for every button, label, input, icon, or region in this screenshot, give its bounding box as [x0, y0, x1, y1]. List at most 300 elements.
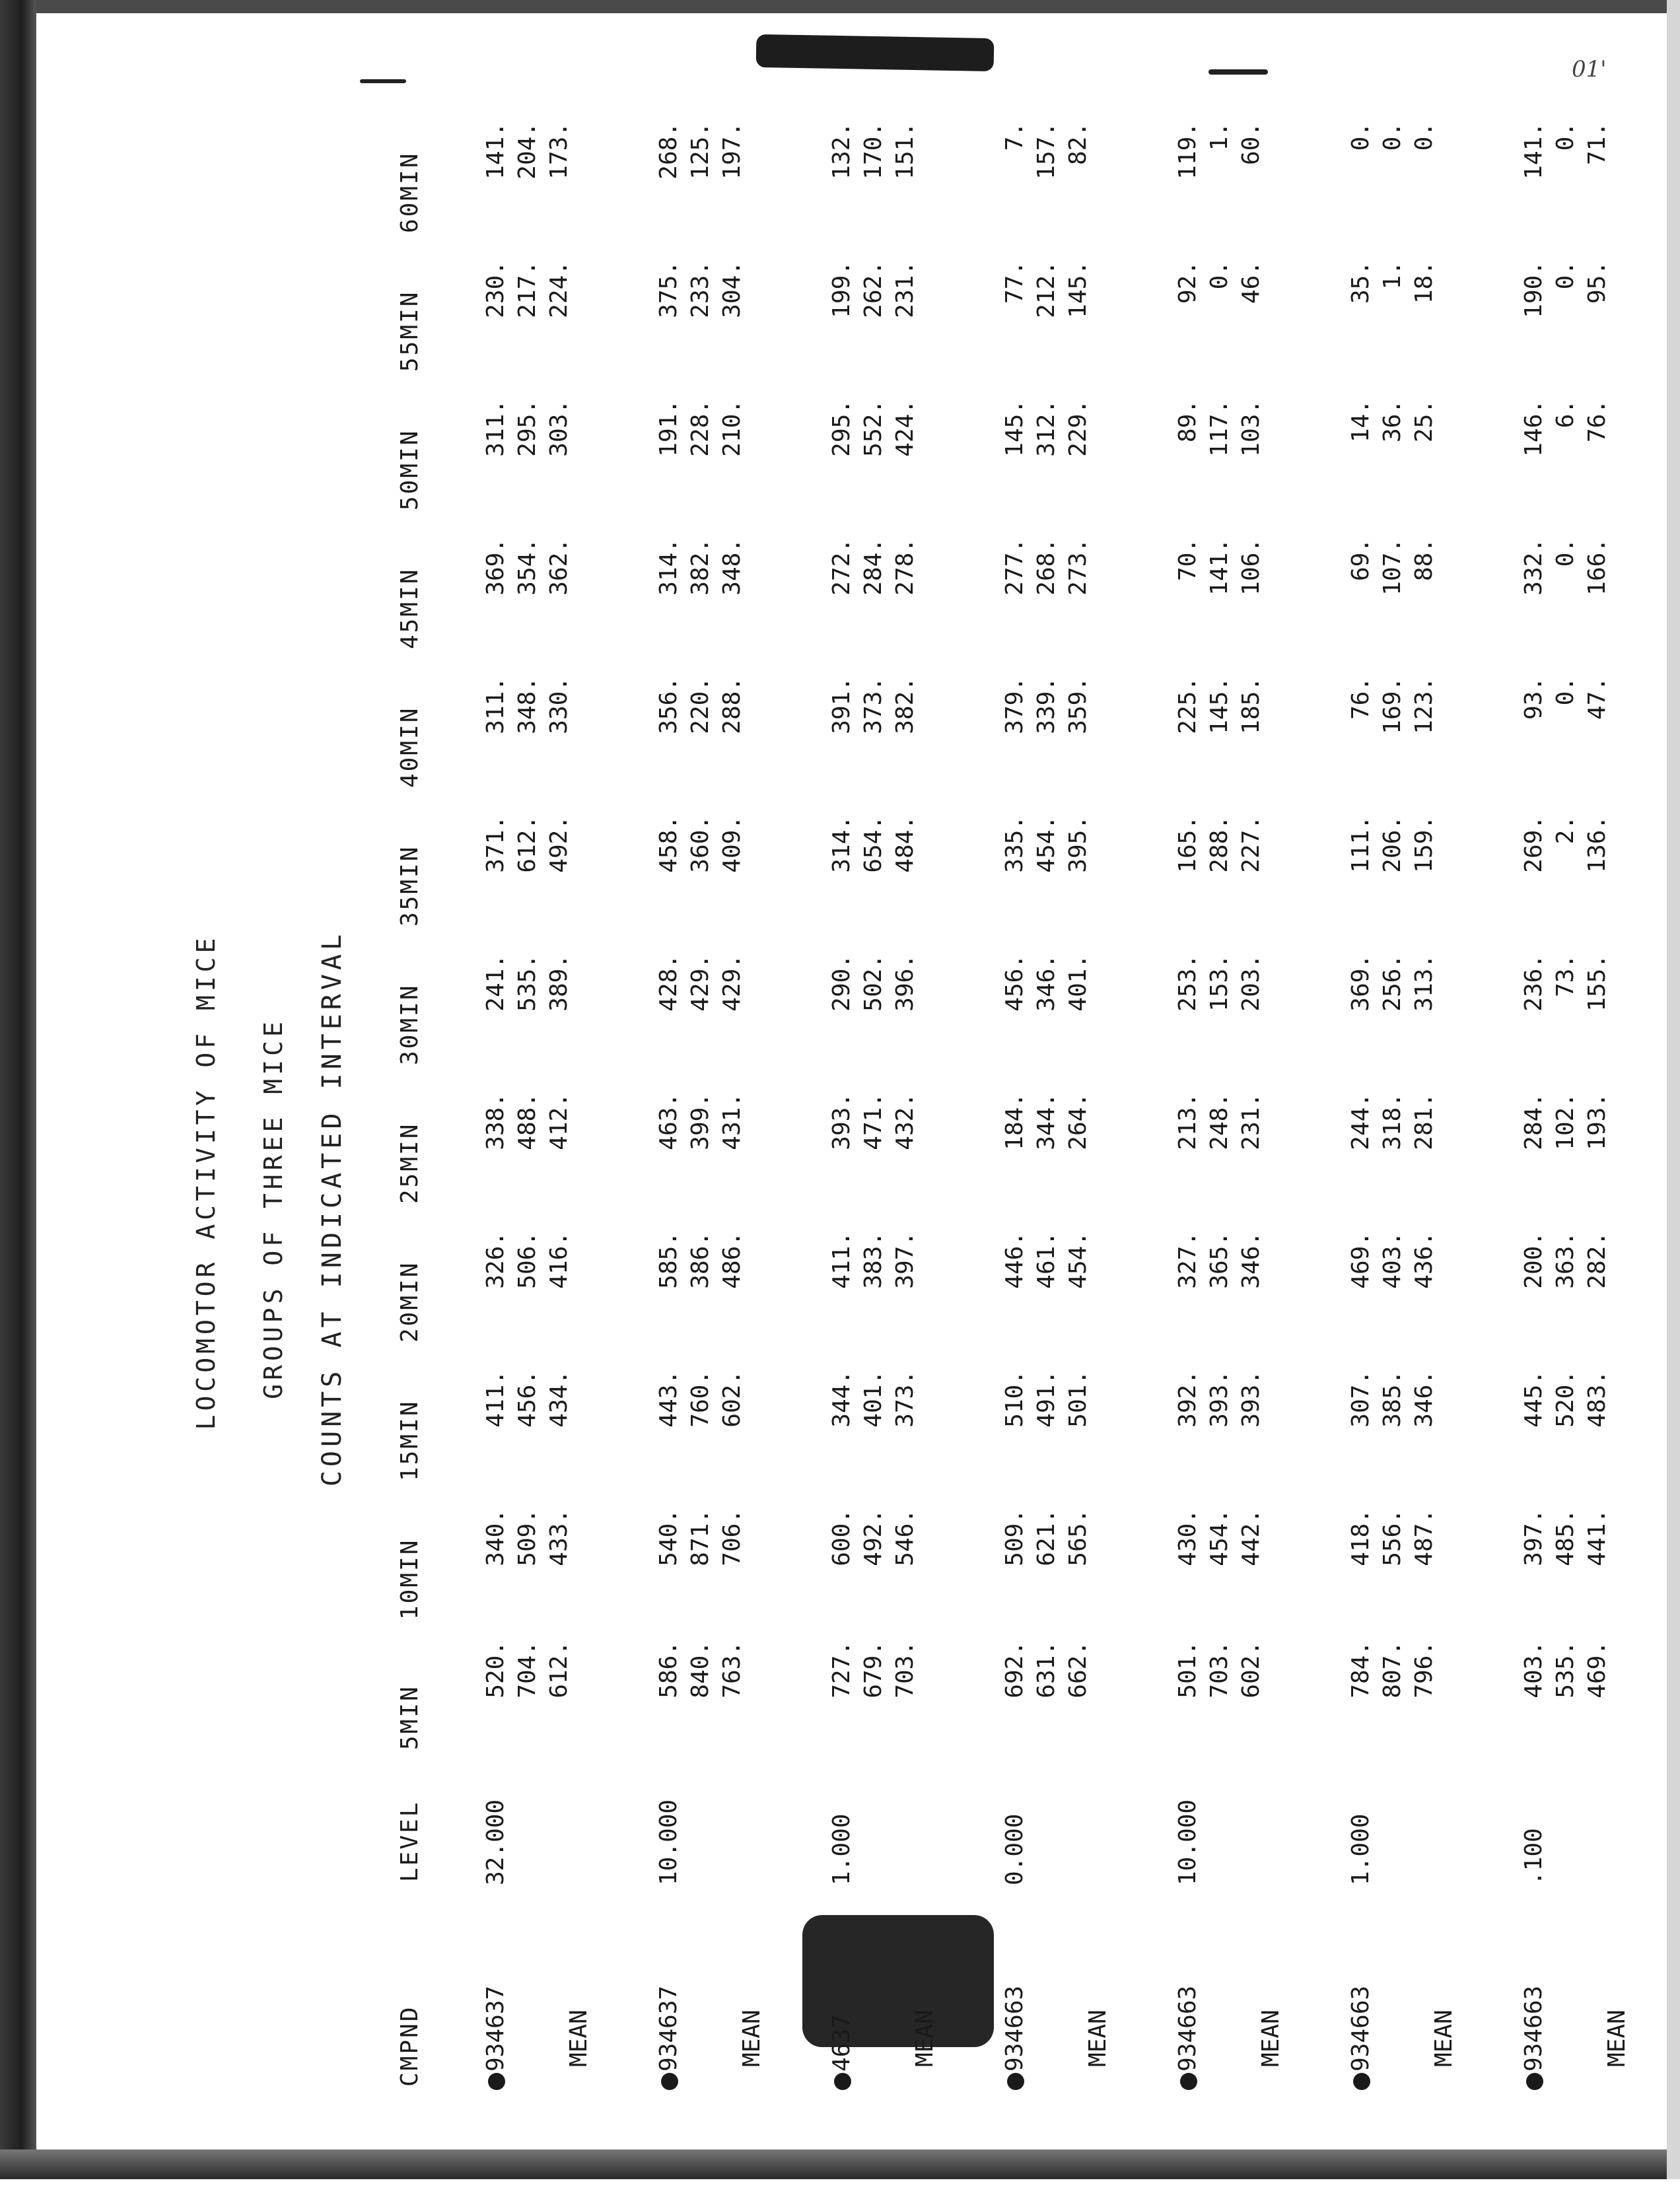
count-cell: 335.: [1001, 816, 1028, 873]
count-cell: 119.: [1174, 122, 1201, 180]
count-cell: 382.: [687, 538, 714, 596]
count-cell: 332.: [1520, 538, 1547, 596]
table-row: [514, 112, 545, 2093]
count-cell: 141.: [1520, 122, 1547, 180]
table-row: [482, 112, 514, 2093]
dose-level: 32.000: [482, 1799, 509, 1885]
count-cell: 540.: [655, 1509, 682, 1566]
compound-id-text: 934663: [1520, 1985, 1547, 2072]
table-row: [1347, 112, 1379, 2093]
count-cell: 442.: [1238, 1509, 1265, 1566]
mean-row: [1584, 112, 1615, 2093]
report-caption: COUNTS AT INDICATED INTERVAL: [317, 930, 347, 1487]
count-cell: 506.: [514, 1232, 541, 1289]
count-cell: 346.: [1411, 1370, 1438, 1428]
count-cell: 200.: [1520, 1232, 1547, 1289]
count-cell: 25.: [1411, 400, 1438, 443]
count-cell: 284.: [860, 538, 887, 596]
count-cell: 602.: [1238, 1641, 1265, 1698]
count-cell: 193.: [1584, 1093, 1611, 1150]
compound-id-text: 4637: [828, 2014, 855, 2072]
count-cell: 1.: [1379, 261, 1406, 290]
count-cell: 151.: [892, 122, 919, 180]
count-cell: 125.: [687, 122, 714, 180]
count-cell: 0.: [1552, 677, 1579, 706]
count-cell: 396.: [892, 954, 919, 1012]
mean-row: [1065, 112, 1096, 2093]
count-cell: 389.: [545, 954, 573, 1012]
count-cell: 76.: [1347, 677, 1374, 720]
count-cell: 436.: [1411, 1232, 1438, 1289]
count-cell: 602.: [718, 1370, 746, 1428]
table-row: [1520, 112, 1552, 2093]
count-cell: 340.: [482, 1509, 509, 1566]
count-cell: 290.: [828, 954, 855, 1012]
compound-id-text: 934663: [1347, 1985, 1374, 2072]
count-cell: 0.: [1411, 122, 1438, 151]
count-cell: 412.: [545, 1093, 573, 1150]
count-cell: 454.: [1065, 1232, 1092, 1289]
count-cell: 411.: [482, 1370, 509, 1428]
count-cell: 502.: [860, 954, 887, 1012]
count-cell: 441.: [1584, 1509, 1611, 1566]
table-row: [828, 112, 860, 2093]
count-cell: 304.: [718, 261, 746, 318]
compound-id-text: 934663: [1174, 1985, 1201, 2072]
count-cell: 36.: [1379, 400, 1406, 443]
mean-label: MEAN: [565, 2009, 592, 2067]
count-cell: 231.: [892, 261, 919, 318]
count-cell: 365.: [1206, 1232, 1233, 1289]
count-cell: 314.: [828, 816, 855, 873]
count-cell: 385.: [1379, 1370, 1406, 1428]
table-row: [1552, 112, 1584, 2093]
count-cell: 73.: [1552, 954, 1579, 998]
compound-id-text: 934663: [1001, 1985, 1028, 2072]
count-cell: 428.: [655, 954, 682, 1012]
column-header: 10MIN: [396, 1538, 423, 1620]
count-cell: 662.: [1065, 1641, 1092, 1698]
count-cell: 253.: [1174, 954, 1201, 1012]
count-cell: 145.: [1206, 677, 1233, 734]
dose-level: .100: [1520, 1828, 1547, 1885]
count-cell: 391.: [828, 677, 855, 734]
count-cell: 679.: [860, 1641, 887, 1698]
count-cell: 703.: [892, 1641, 919, 1698]
count-cell: 485.: [1552, 1509, 1579, 1566]
scan-top-edge: [0, 0, 1680, 13]
count-cell: 418.: [1347, 1509, 1374, 1566]
count-cell: 326.: [482, 1232, 509, 1289]
count-cell: 95.: [1584, 261, 1611, 304]
column-header: 20MIN: [396, 1261, 423, 1343]
table-row: [860, 112, 892, 2093]
count-cell: 288.: [718, 677, 746, 734]
count-cell: 77.: [1001, 261, 1028, 304]
mean-label: MEAN: [911, 2009, 938, 2067]
count-cell: 145.: [1001, 400, 1028, 457]
mean-row: [545, 112, 577, 2093]
table-row: [1033, 112, 1065, 2093]
count-cell: 369.: [482, 538, 509, 596]
count-cell: 47.: [1584, 677, 1611, 720]
count-cell: 0.: [1552, 122, 1579, 151]
count-cell: 379.: [1001, 677, 1028, 734]
column-header: 35MIN: [396, 845, 423, 926]
count-cell: 117.: [1206, 400, 1233, 457]
count-cell: 501.: [1174, 1641, 1201, 1698]
count-cell: 166.: [1584, 538, 1611, 596]
compound-group: [1001, 112, 1120, 2093]
count-cell: 212.: [1033, 261, 1060, 318]
count-cell: 393.: [1238, 1370, 1265, 1428]
count-cell: 395.: [1065, 816, 1092, 873]
count-cell: 230.: [482, 261, 509, 318]
count-cell: 348.: [718, 538, 746, 596]
count-cell: 14.: [1347, 400, 1374, 443]
count-cell: 363.: [1552, 1232, 1579, 1289]
count-cell: 456.: [1001, 954, 1028, 1012]
mean-label: MEAN: [1430, 2009, 1457, 2067]
count-cell: 612.: [514, 816, 541, 873]
count-cell: 203.: [1238, 954, 1265, 1012]
dose-level: 0.000: [1001, 1813, 1028, 1885]
mean-label: MEAN: [1257, 2009, 1284, 2067]
count-cell: 469.: [1347, 1232, 1374, 1289]
count-cell: 282.: [1584, 1232, 1611, 1289]
count-cell: 535.: [514, 954, 541, 1012]
count-cell: 492.: [545, 816, 573, 873]
count-cell: 458.: [655, 816, 682, 873]
count-cell: 284.: [1520, 1093, 1547, 1150]
count-cell: 433.: [545, 1509, 573, 1566]
count-cell: 103.: [1238, 400, 1265, 457]
count-cell: 454.: [1206, 1509, 1233, 1566]
count-cell: 416.: [545, 1232, 573, 1289]
table-row: [1001, 112, 1033, 2093]
count-cell: 397.: [1520, 1509, 1547, 1566]
count-cell: 520.: [1552, 1370, 1579, 1428]
count-cell: 210.: [718, 400, 746, 457]
count-cell: 796.: [1411, 1641, 1438, 1698]
count-cell: 456.: [514, 1370, 541, 1428]
count-cell: 362.: [545, 538, 573, 596]
count-cell: 727.: [828, 1641, 855, 1698]
count-cell: 141.: [482, 122, 509, 180]
count-cell: 277.: [1001, 538, 1028, 596]
count-cell: 520.: [482, 1641, 509, 1698]
column-header: 55MIN: [396, 290, 423, 372]
count-cell: 206.: [1379, 816, 1406, 873]
table-row: [687, 112, 718, 2093]
compound-group: [1520, 112, 1639, 2093]
dose-level: 1.000: [828, 1813, 855, 1885]
column-header: 40MIN: [396, 706, 423, 788]
count-cell: 840.: [687, 1641, 714, 1698]
count-cell: 132.: [828, 122, 855, 180]
count-cell: 185.: [1238, 677, 1265, 734]
rotated-report: [192, 112, 1671, 2093]
column-header: 50MIN: [396, 429, 423, 510]
count-cell: 354.: [514, 538, 541, 596]
count-cell: 92.: [1174, 261, 1201, 304]
count-cell: 256.: [1379, 954, 1406, 1012]
count-cell: 0.: [1206, 261, 1233, 290]
mean-label: MEAN: [738, 2009, 765, 2067]
count-cell: 76.: [1584, 400, 1611, 443]
count-cell: 69.: [1347, 538, 1374, 582]
count-cell: 272.: [828, 538, 855, 596]
count-cell: 369.: [1347, 954, 1374, 1012]
count-cell: 281.: [1411, 1093, 1438, 1150]
count-cell: 411.: [828, 1232, 855, 1289]
count-cell: 18.: [1411, 261, 1438, 304]
count-cell: 227.: [1238, 816, 1265, 873]
count-cell: 429.: [718, 954, 746, 1012]
count-cell: 231.: [1238, 1093, 1265, 1150]
count-cell: 248.: [1206, 1093, 1233, 1150]
count-cell: 344.: [1033, 1093, 1060, 1150]
table-row: [1206, 112, 1238, 2093]
count-cell: 71.: [1584, 122, 1611, 166]
count-cell: 430.: [1174, 1509, 1201, 1566]
count-cell: 621.: [1033, 1509, 1060, 1566]
mean-row: [892, 112, 923, 2093]
count-cell: 170.: [860, 122, 887, 180]
count-cell: 383.: [860, 1232, 887, 1289]
column-header: CMPND: [396, 2005, 423, 2087]
count-cell: 463.: [655, 1093, 682, 1150]
scan-left-edge: [0, 0, 36, 2179]
count-cell: 552.: [860, 400, 887, 457]
count-cell: 159.: [1411, 816, 1438, 873]
count-cell: 318.: [1379, 1093, 1406, 1150]
count-cell: 344.: [828, 1370, 855, 1428]
dose-level: 10.000: [1174, 1799, 1201, 1885]
count-cell: 327.: [1174, 1232, 1201, 1289]
report-subtitle: GROUPS OF THREE MICE: [259, 1018, 288, 1399]
count-cell: 432.: [892, 1093, 919, 1150]
count-cell: 224.: [545, 261, 573, 318]
count-cell: 269.: [1520, 816, 1547, 873]
count-cell: 165.: [1174, 816, 1201, 873]
count-cell: 556.: [1379, 1509, 1406, 1566]
count-cell: 264.: [1065, 1093, 1092, 1150]
count-cell: 510.: [1001, 1370, 1028, 1428]
count-cell: 486.: [718, 1232, 746, 1289]
count-cell: 401.: [1065, 954, 1092, 1012]
count-cell: 488.: [514, 1093, 541, 1150]
count-cell: 314.: [655, 538, 682, 596]
count-cell: 706.: [718, 1509, 746, 1566]
count-cell: 585.: [655, 1232, 682, 1289]
count-cell: 311.: [482, 400, 509, 457]
column-header: 45MIN: [396, 567, 423, 649]
report-title: LOCOMOTOR ACTIVITY OF MICE: [192, 934, 221, 1430]
count-cell: 173.: [545, 122, 573, 180]
count-cell: 82.: [1065, 122, 1092, 166]
count-cell: 273.: [1065, 538, 1092, 596]
count-cell: 312.: [1033, 400, 1060, 457]
count-cell: 399.: [687, 1093, 714, 1150]
column-header: 25MIN: [396, 1122, 423, 1204]
count-cell: 141.: [1206, 538, 1233, 596]
compound-id-text: 934637: [482, 1985, 509, 2072]
count-cell: 375.: [655, 261, 682, 318]
column-header: 5MIN: [396, 1685, 423, 1750]
count-cell: 7.: [1001, 122, 1028, 151]
table-row: [1174, 112, 1206, 2093]
count-cell: 229.: [1065, 400, 1092, 457]
count-cell: 359.: [1065, 677, 1092, 734]
count-cell: 339.: [1033, 677, 1060, 734]
count-cell: 784.: [1347, 1641, 1374, 1698]
compound-group: [482, 112, 601, 2093]
table-row: [1379, 112, 1411, 2093]
count-cell: 60.: [1238, 122, 1265, 166]
count-cell: 397.: [892, 1232, 919, 1289]
count-cell: 0.: [1347, 122, 1374, 151]
count-cell: 225.: [1174, 677, 1201, 734]
count-cell: 871.: [687, 1509, 714, 1566]
count-cell: 393.: [828, 1093, 855, 1150]
compound-group: [828, 112, 947, 2093]
count-cell: 491.: [1033, 1370, 1060, 1428]
count-cell: 89.: [1174, 400, 1201, 443]
count-cell: 382.: [892, 677, 919, 734]
count-cell: 546.: [892, 1509, 919, 1566]
count-cell: 612.: [545, 1641, 573, 1698]
count-cell: 278.: [892, 538, 919, 596]
count-cell: 348.: [514, 677, 541, 734]
page-number: 01': [1572, 56, 1607, 83]
mean-row: [1411, 112, 1442, 2093]
mean-label: MEAN: [1084, 2009, 1111, 2067]
count-cell: 106.: [1238, 538, 1265, 596]
count-cell: 204.: [514, 122, 541, 180]
count-cell: 220.: [687, 677, 714, 734]
count-cell: 146.: [1520, 400, 1547, 457]
dose-level: 1.000: [1347, 1813, 1374, 1885]
count-cell: 469.: [1584, 1641, 1611, 1698]
column-header: 15MIN: [396, 1399, 423, 1481]
count-cell: 392.: [1174, 1370, 1201, 1428]
count-cell: 6.: [1552, 400, 1579, 429]
column-header: 60MIN: [396, 151, 423, 233]
count-cell: 244.: [1347, 1093, 1374, 1150]
dose-level: 10.000: [655, 1799, 682, 1885]
count-cell: 401.: [860, 1370, 887, 1428]
compound-id-text: 934637: [655, 1985, 682, 2072]
count-cell: 153.: [1206, 954, 1233, 1012]
count-cell: 807.: [1379, 1641, 1406, 1698]
count-cell: 311.: [482, 677, 509, 734]
count-cell: 213.: [1174, 1093, 1201, 1150]
count-cell: 371.: [482, 816, 509, 873]
count-cell: 136.: [1584, 816, 1611, 873]
mean-row: [1238, 112, 1269, 2093]
count-cell: 70.: [1174, 538, 1201, 582]
count-cell: 313.: [1411, 954, 1438, 1012]
count-cell: 123.: [1411, 677, 1438, 734]
count-cell: 1.: [1206, 122, 1233, 151]
count-cell: 461.: [1033, 1232, 1060, 1289]
count-cell: 157.: [1033, 122, 1060, 180]
count-cell: 46.: [1238, 261, 1265, 304]
count-cell: 197.: [718, 122, 746, 180]
compound-group: [1347, 112, 1466, 2093]
scan-bottom-edge: [0, 2149, 1680, 2179]
count-cell: 501.: [1065, 1370, 1092, 1428]
count-cell: 446.: [1001, 1232, 1028, 1289]
count-cell: 217.: [514, 261, 541, 318]
count-cell: 184.: [1001, 1093, 1028, 1150]
count-cell: 429.: [687, 954, 714, 1012]
count-cell: 654.: [860, 816, 887, 873]
count-cell: 760.: [687, 1370, 714, 1428]
count-cell: 107.: [1379, 538, 1406, 596]
count-cell: 704.: [514, 1641, 541, 1698]
count-cell: 0.: [1552, 261, 1579, 290]
count-cell: 692.: [1001, 1641, 1028, 1698]
count-cell: 228.: [687, 400, 714, 457]
count-cell: 424.: [892, 400, 919, 457]
count-cell: 338.: [482, 1093, 509, 1150]
punch-mark: [1208, 69, 1268, 75]
column-header: LEVEL: [396, 1800, 423, 1882]
redaction-mark-top: [756, 34, 995, 71]
count-cell: 373.: [892, 1370, 919, 1428]
count-cell: 535.: [1552, 1641, 1579, 1698]
column-header: 30MIN: [396, 983, 423, 1065]
count-cell: 295.: [514, 400, 541, 457]
count-cell: 434.: [545, 1370, 573, 1428]
punch-mark: [360, 79, 406, 83]
count-cell: 190.: [1520, 261, 1547, 318]
count-cell: 145.: [1065, 261, 1092, 318]
table-row: [655, 112, 687, 2093]
mean-label: MEAN: [1603, 2009, 1630, 2067]
count-cell: 93.: [1520, 677, 1547, 720]
count-cell: 102.: [1552, 1093, 1579, 1150]
count-cell: 268.: [1033, 538, 1060, 596]
count-cell: 393.: [1206, 1370, 1233, 1428]
count-cell: 2.: [1552, 816, 1579, 845]
mean-row: [718, 112, 750, 2093]
count-cell: 703.: [1206, 1641, 1233, 1698]
count-cell: 487.: [1411, 1509, 1438, 1566]
count-cell: 191.: [655, 400, 682, 457]
count-cell: 233.: [687, 261, 714, 318]
count-cell: 431.: [718, 1093, 746, 1150]
count-cell: 356.: [655, 677, 682, 734]
count-cell: 509.: [514, 1509, 541, 1566]
count-cell: 303.: [545, 400, 573, 457]
count-cell: 262.: [860, 261, 887, 318]
count-cell: 445.: [1520, 1370, 1547, 1428]
count-cell: 0.: [1379, 122, 1406, 151]
count-cell: 631.: [1033, 1641, 1060, 1698]
count-cell: 169.: [1379, 677, 1406, 734]
count-cell: 454.: [1033, 816, 1060, 873]
count-cell: 288.: [1206, 816, 1233, 873]
count-cell: 330.: [545, 677, 573, 734]
count-cell: 586.: [655, 1641, 682, 1698]
count-cell: 471.: [860, 1093, 887, 1150]
count-cell: 600.: [828, 1509, 855, 1566]
count-cell: 307.: [1347, 1370, 1374, 1428]
count-cell: 241.: [482, 954, 509, 1012]
